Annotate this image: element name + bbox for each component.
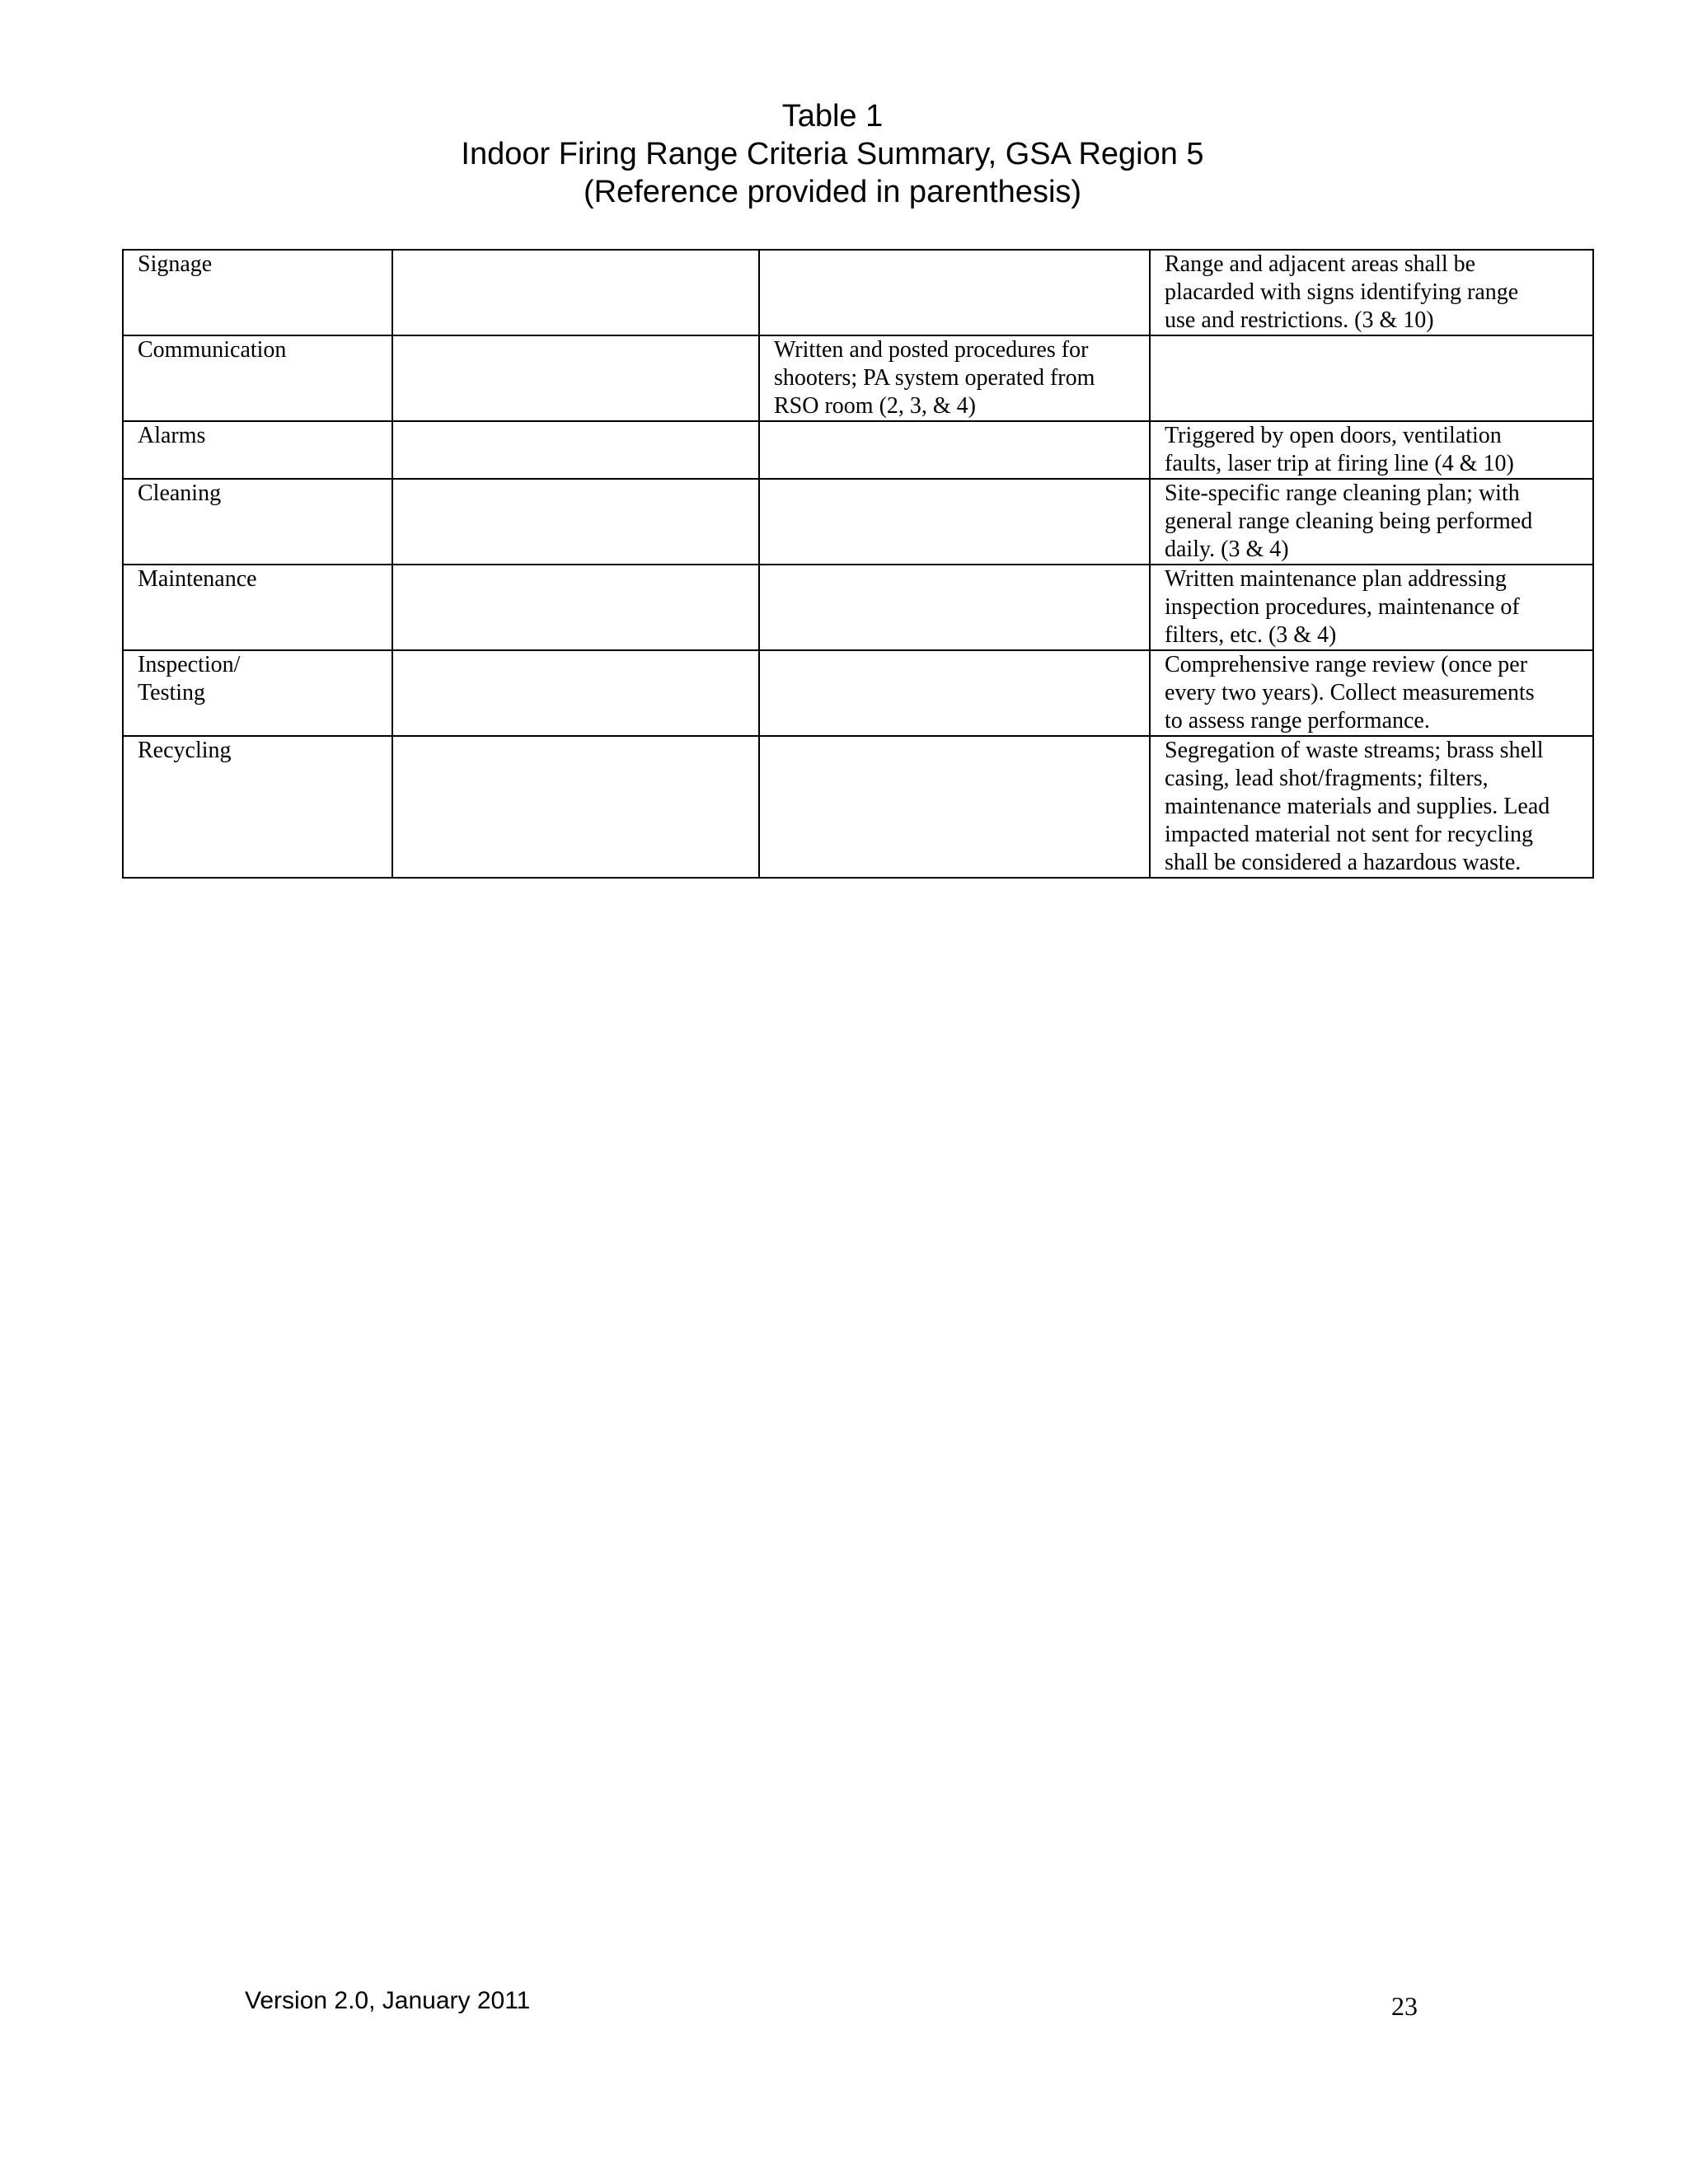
table-caption [0,97,1665,211]
criterion-label: Communication [138,337,287,363]
table-cell [392,650,759,736]
criterion-cell [123,335,392,421]
cell-text: Triggered by open doors, ventilation faults, laser trip at firing line (4 & 10) [1165,423,1514,476]
criterion-label: Maintenance [138,566,257,592]
table-cell [392,421,759,479]
table-cell [759,479,1150,565]
criterion-cell [123,736,392,878]
table-row [123,736,1593,878]
cell-text: Site-specific range cleaning plan; with general range cleaning being performed daily. (3 & 4) [1165,480,1533,562]
criterion-cell [123,479,392,565]
table-cell [392,736,759,878]
table-cell [759,736,1150,878]
table-row [123,650,1593,736]
table-cell [1150,250,1593,335]
criterion-cell [123,565,392,650]
table-cell [392,479,759,565]
table-cell [1150,335,1593,421]
table-row [123,565,1593,650]
table-cell [1150,650,1593,736]
criterion-label: Cleaning [138,480,222,506]
footer-version: Version 2.0, January 2011 [245,1987,531,2014]
table-row [123,250,1593,335]
table-cell [759,421,1150,479]
table-cell [759,250,1150,335]
table-cell [759,650,1150,736]
table-row [123,421,1593,479]
table-cell [1150,736,1593,878]
criterion-label: Signage [138,251,213,277]
table-row [123,479,1593,565]
criterion-cell [123,421,392,479]
table-cell [759,565,1150,650]
criterion-label: Inspection/ Testing [138,652,241,705]
cell-text: Segregation of waste streams; brass shell casing, lead shot/fragments; filters, maintenance materials and supplies. Lead impacted material not sent for recycling shall be considered a hazardous waste. [1165,738,1550,875]
table-subtitle: (Reference provided in parenthesis) [583,175,1082,209]
criterion-cell [123,650,392,736]
criterion-label: Recycling [138,738,232,763]
cell-text: Written maintenance plan addressing inspection procedures, maintenance of filters, etc. (3 & 4) [1165,566,1520,648]
table-cell [1150,479,1593,565]
table-cell [392,565,759,650]
criterion-cell [123,250,392,335]
cell-text: Written and posted procedures for shooters; PA system operated from RSO room (2, 3, & 4) [774,337,1095,419]
criterion-label: Alarms [138,423,206,448]
page-number: 23 [1391,1991,1418,2021]
table-cell [392,335,759,421]
table-cell [759,335,1150,421]
table-row [123,335,1593,421]
table-cell [1150,421,1593,479]
criteria-table [122,249,1594,879]
cell-text: Range and adjacent areas shall be placarded with signs identifying range use and restrictions. (3 & 10) [1165,251,1519,333]
table-number: Table 1 [781,99,884,134]
cell-text: Comprehensive range review (once per every two years). Collect measurements to assess range performance. [1165,652,1535,733]
table-title: Indoor Firing Range Criteria Summary, GSA Region 5 [461,137,1204,171]
table-cell [392,250,759,335]
table-cell [1150,565,1593,650]
